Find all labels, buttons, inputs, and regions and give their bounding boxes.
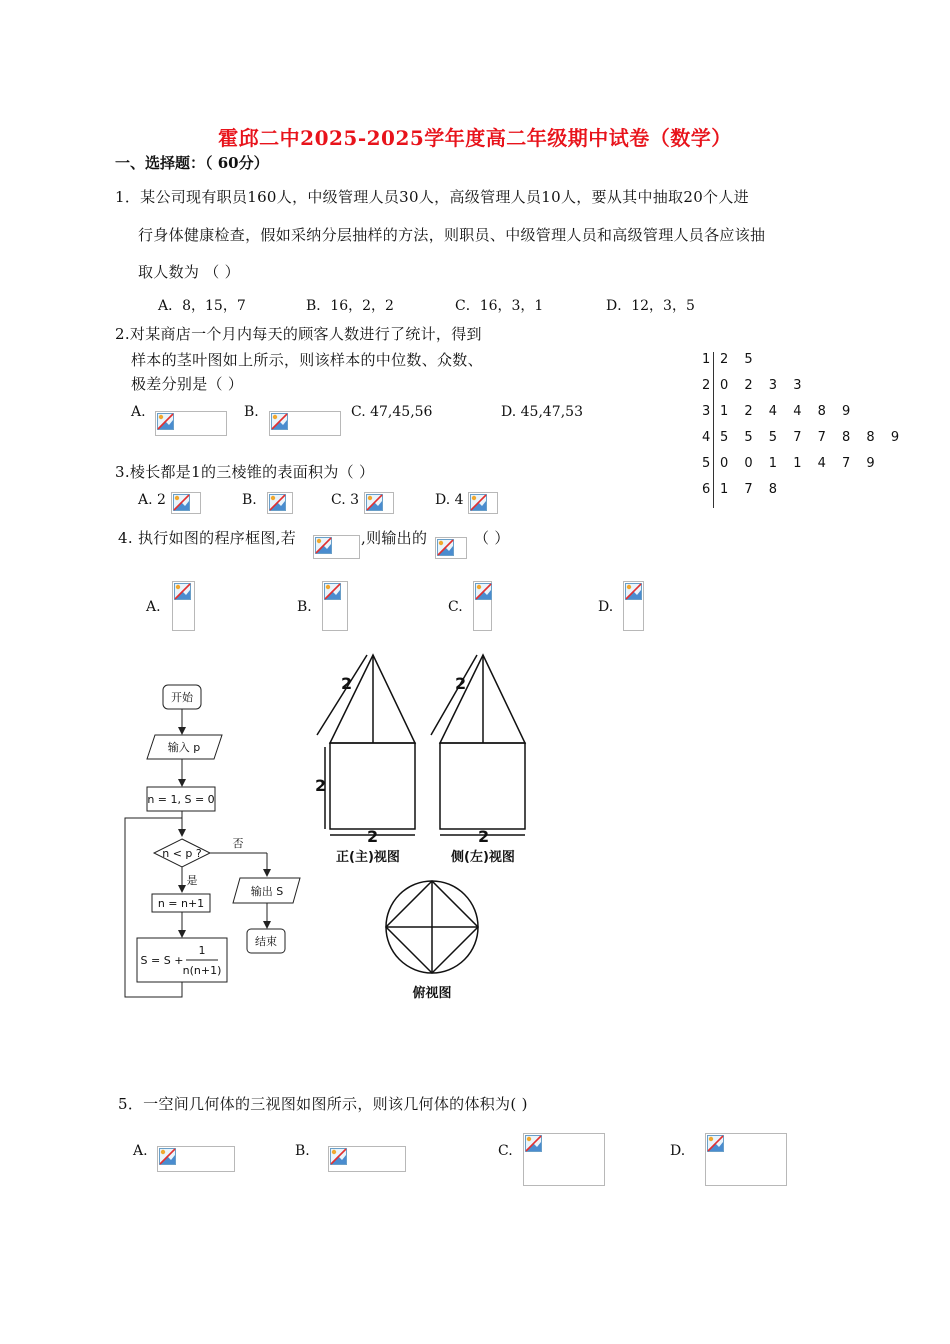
top-view — [380, 877, 490, 1007]
side-view-caption: 侧(左)视图 — [451, 850, 515, 865]
q3-option-d-image — [468, 492, 498, 514]
flow-sum-label: S = S + — [140, 954, 184, 967]
leaves: 0 0 1 1 4 7 9 — [720, 456, 881, 471]
q3-text: 3.棱长都是1的三棱锥的表面积为（ ） — [115, 463, 375, 481]
q3-option-b-image — [267, 492, 293, 514]
stem: 6 — [702, 482, 711, 497]
flow-sum-numerator: 1 — [198, 944, 206, 957]
q3-option-b: B. — [242, 492, 257, 508]
q5-option-d-image — [705, 1133, 787, 1186]
stem: 5 — [702, 456, 711, 471]
q5-option-d: D. — [670, 1143, 686, 1159]
section-heading: 一、选择题：（ 60分） — [115, 154, 269, 172]
q3-option-a-image — [171, 492, 201, 514]
front-view-caption: 正(主)视图 — [336, 850, 400, 865]
leaves: 1 2 4 4 8 9 — [720, 404, 857, 419]
q1-option-b: B．16，2，2 — [306, 298, 394, 314]
q5-option-b-image — [328, 1146, 406, 1172]
side-view — [425, 645, 545, 870]
q4-option-d: D. — [598, 599, 614, 615]
flow-output-label: 输出 S — [250, 885, 284, 898]
q5-option-c-image — [523, 1133, 605, 1186]
front-slant-dimension: 2 — [341, 674, 353, 693]
q5-option-c: C. — [498, 1143, 513, 1159]
q3-option-d: D. 4 — [435, 492, 464, 508]
page-title: 霍邱二中2025-2025学年度高二年级期中试卷（数学） — [218, 126, 732, 150]
flow-start-label: 开始 — [171, 691, 193, 704]
top-view-caption: 俯视图 — [412, 986, 452, 1001]
q4-text-middle: ,则输出的 — [361, 529, 428, 547]
q4-option-c: C. — [448, 599, 463, 615]
front-view — [305, 645, 425, 870]
stem: 2 — [702, 378, 711, 393]
q5-text: 5．一空间几何体的三视图如图所示，则该几何体的体积为( ) — [118, 1095, 528, 1113]
flow-init-label: n = 1, S = 0 — [147, 793, 215, 806]
q2-line2: 样本的茎叶图如上所示，则该样本的中位数、众数、 — [131, 351, 483, 369]
q2-option-d: D. 45,47,53 — [501, 404, 583, 420]
q1-option-d: D．12，3，5 — [606, 298, 695, 314]
q4-option-a-image — [172, 581, 195, 631]
leaves: 1 7 8 — [720, 482, 784, 497]
q3-option-a: A. 2 — [138, 492, 166, 508]
q1-line3: 取人数为 （ ） — [138, 263, 240, 281]
q2-line1: 2.对某商店一个月内每天的顾客人数进行了统计，得到 — [115, 325, 482, 343]
q5-option-a: A. — [133, 1143, 148, 1159]
front-width-dimension: 2 — [367, 827, 379, 846]
q2-option-a-image — [155, 411, 227, 436]
leaves: 2 5 — [720, 352, 759, 367]
q1-line2: 行身体健康检查，假如采纳分层抽样的方法，则职员、中级管理人员和高级管理人员各应该抽 — [138, 226, 766, 244]
flow-yes-label: 是 — [186, 874, 198, 887]
q3-option-c: C. 3 — [331, 492, 360, 508]
flow-input-label: 输入 p — [167, 741, 201, 754]
flow-end-label: 结束 — [255, 935, 277, 948]
flow-condition-label: n < p ? — [162, 847, 202, 860]
side-slant-dimension: 2 — [455, 674, 467, 693]
leaves: 5 5 5 7 7 8 8 9 — [720, 430, 906, 445]
q4-option-c-image — [473, 581, 492, 631]
q5-option-a-image — [157, 1146, 235, 1172]
q4-option-a: A. — [146, 599, 161, 615]
q1-line1: 1．某公司现有职员160人，中级管理人员30人，高级管理人员10人，要从其中抽取20个人进 — [115, 188, 749, 206]
leaves: 0 2 3 3 — [720, 378, 808, 393]
q4-option-b-image — [322, 581, 348, 631]
q4-option-b: B. — [297, 599, 312, 615]
stem: 3 — [702, 404, 711, 419]
flow-increment-label: n = n+1 — [157, 897, 205, 910]
stem-leaf-divider — [713, 352, 714, 508]
q4-option-d-image — [623, 581, 644, 631]
q2-option-b: B. — [244, 404, 259, 420]
q4-output-image — [435, 537, 467, 559]
q1-option-a: A．8，15，7 — [158, 298, 246, 314]
q2-option-b-image — [269, 411, 341, 436]
side-width-dimension: 2 — [478, 827, 490, 846]
flow-sum-denominator: n(n+1) — [182, 964, 222, 977]
q4-text-end: （ ） — [474, 529, 510, 547]
q2-option-c: C. 47,45,56 — [351, 404, 433, 420]
front-height-dimension: 2 — [315, 776, 327, 795]
stem: 4 — [702, 430, 711, 445]
q4-text-start: 4. 执行如图的程序框图,若 — [118, 529, 297, 547]
flowchart — [110, 675, 310, 1005]
q3-option-c-image — [364, 492, 394, 514]
q1-option-c: C．16，3，1 — [455, 298, 544, 314]
flow-no-label: 否 — [232, 837, 244, 850]
q4-condition-image — [313, 535, 360, 559]
q5-option-b: B. — [295, 1143, 310, 1159]
q2-line3: 极差分别是（ ） — [131, 375, 244, 393]
q2-option-a: A. — [131, 404, 146, 420]
stem: 1 — [702, 352, 711, 367]
